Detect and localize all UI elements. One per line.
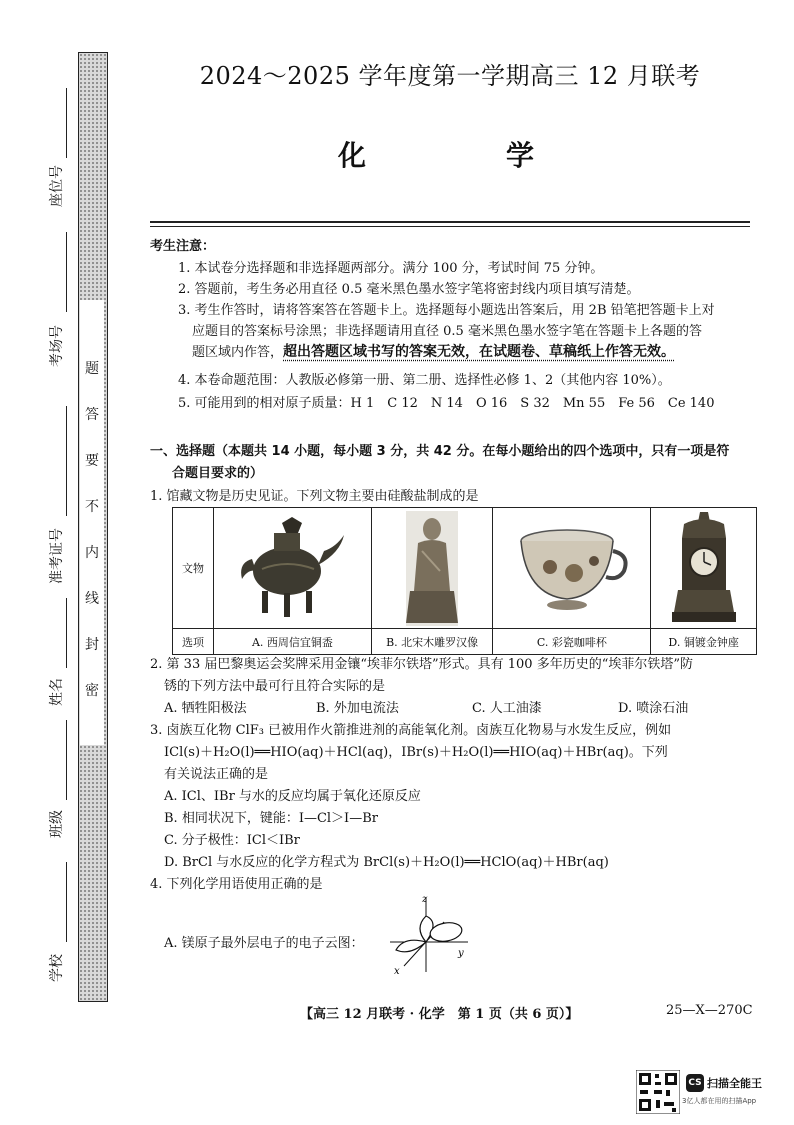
ticket-label: 准考证号 xyxy=(49,528,65,584)
q1-image-d xyxy=(651,508,757,629)
q2-option-c: C. 人工油漆 xyxy=(472,701,542,716)
q1-option-a: A. 西周信宜铜盉 xyxy=(214,629,372,655)
q4-option-a: A. 镁原子最外层电子的电子云图： xyxy=(164,936,364,951)
seal-char: 线 xyxy=(85,591,99,607)
notice-item-2: 2. 答题前，考生务必用直径 0.5 毫米黑色墨水签字笔将密封线内项目填写清楚。 xyxy=(178,282,640,297)
q3-option-c: C. 分子极性：ICl＜IBr xyxy=(164,833,300,848)
seal-char: 题 xyxy=(85,361,99,377)
gilded-clock-icon xyxy=(664,508,744,628)
ticket-line xyxy=(66,406,67,516)
q3-option-b: B. 相同状况下，键能：I—Cl＞I—Br xyxy=(164,811,378,826)
axis-y-label: y xyxy=(458,948,464,959)
notice-item-3-end xyxy=(192,342,782,363)
q1-image-b xyxy=(371,508,492,629)
school-label: 学校 xyxy=(49,954,65,982)
name-label: 姓名 xyxy=(49,678,65,706)
q1-table xyxy=(172,507,757,655)
seat-label: 座位号 xyxy=(49,165,65,207)
axis-x-label: x xyxy=(394,966,400,977)
seal-char: 不 xyxy=(85,499,99,515)
q1-image-a xyxy=(214,508,372,629)
exam-room-label: 考场号 xyxy=(49,325,65,367)
q1-option-b: B. 北宋木雕罗汉像 xyxy=(371,629,492,655)
class-line xyxy=(66,720,67,800)
q2-line2: 锈的下列方法中最可行且符合实际的是 xyxy=(164,679,386,694)
subject-title: 化 学 xyxy=(337,139,562,172)
notice-emphasis: 超出答题区域书写的答案无效，在试题卷、草稿纸上作答无效。 xyxy=(283,344,676,360)
seal-char: 内 xyxy=(85,545,99,561)
seal-char: 封 xyxy=(85,637,99,653)
page-footer: 【高三 12 月联考 · 化学 第 1 页（共 6 页）】 xyxy=(300,1007,579,1022)
notice-item-3-tail: 题区域内作答， xyxy=(192,345,284,360)
notice-item-4: 4. 本卷命题范围：人教版必修第一册、第二册、选择性必修 1、2（其他内容 10%）。 xyxy=(178,373,671,388)
q2-option-a: A. 牺牲阳极法 xyxy=(164,701,247,716)
school-line xyxy=(66,862,67,942)
header-rule-thin xyxy=(150,226,750,227)
qr-code-icon xyxy=(636,1070,680,1114)
q1-row-label-relic: 文物 xyxy=(173,508,214,629)
bronze-vessel-icon xyxy=(232,513,352,623)
q3-line2: ICl(s)＋H₂O(l)══HIO(aq)＋HCl(aq)，IBr(s)＋H₂O(l)══HIO(aq)＋HBr(aq)。下列 xyxy=(164,745,668,760)
q2-option-b: B. 外加电流法 xyxy=(316,701,399,716)
q2-option-d: D. 喷涂石油 xyxy=(618,701,689,716)
scanner-brand: 扫描全能王 xyxy=(707,1077,762,1090)
porcelain-cup-icon xyxy=(512,523,632,613)
notice-item-3: 3. 考生作答时，请将答案答在答题卡上。选择题每小题选出答案后，用 2B 铅笔把答题卡上对 xyxy=(178,303,715,318)
class-label: 班级 xyxy=(49,810,65,838)
exam-title: 2024～2025 学年度第一学期高三 12 月联考 xyxy=(199,62,701,90)
q1-option-d: D. 铜镀金钟座 xyxy=(651,629,757,655)
seal-char: 密 xyxy=(85,683,99,699)
scanner-tagline: 3亿人都在用的扫描App xyxy=(682,1097,757,1105)
header-rule xyxy=(150,221,750,223)
notice-item-5: 5. 可能用到的相对原子质量：H 1 C 12 N 14 O 16 S 32 Mn 55 Fe 56 Ce 140 xyxy=(178,396,715,411)
section-title-line2: 合题目要求的） xyxy=(172,466,264,481)
wooden-statue-icon xyxy=(392,511,472,626)
seat-line xyxy=(66,88,67,158)
axis-z-label: z xyxy=(422,894,428,905)
scanner-logo-icon: CS xyxy=(686,1074,704,1092)
name-line xyxy=(66,598,67,668)
q1-image-c xyxy=(493,508,651,629)
q3-option-a: A. ICl、IBr 与水的反应均属于氧化还原反应 xyxy=(164,789,421,804)
q3-line3: 有关说法正确的是 xyxy=(164,767,269,782)
q2-line1: 2. 第 33 届巴黎奥运会奖牌采用金镶“埃菲尔铁塔”形式。具有 100 多年历史的“埃菲尔铁塔”防 xyxy=(150,657,694,672)
notice-item-1: 1. 本试卷分选择题和非选择题两部分。满分 100 分，考试时间 75 分钟。 xyxy=(178,261,604,276)
q3-line1: 3. 卤族互化物 ClF₃ 已被用作火箭推进剂的高能氧化剂。卤族互化物易与水发生反应，例如 xyxy=(150,723,672,738)
section-title xyxy=(150,441,770,485)
q3-option-d: D. BrCl 与水反应的化学方程式为 BrCl(s)＋H₂O(l)══HClO(aq)＋HBr(aq) xyxy=(164,855,609,870)
q1-row-label-option: 选项 xyxy=(173,629,214,655)
notice-item-3-cont: 应题目的答案标号涂黑；非选择题请用直径 0.5 毫米黑色墨水签字笔在答题卡上各题的答 xyxy=(192,324,702,339)
notice-heading: 考生注意： xyxy=(150,239,216,254)
q4-stem: 4. 下列化学用语使用正确的是 xyxy=(150,877,323,892)
q1-option-c: C. 彩瓷咖啡杯 xyxy=(493,629,651,655)
paper-code: 25—X—270C xyxy=(666,1003,753,1018)
seal-char: 答 xyxy=(85,407,99,423)
electron-cloud-diagram xyxy=(384,892,474,978)
q1-stem: 1. 馆藏文物是历史见证。下列文物主要由硅酸盐制成的是 xyxy=(150,489,479,504)
exam-room-line xyxy=(66,232,67,312)
section-title-line1: 一、选择题（本题共 14 小题，每小题 3 分，共 42 分。在每小题给出的四个选项中，只有一项是符 xyxy=(150,444,730,459)
seal-char: 要 xyxy=(85,453,99,469)
